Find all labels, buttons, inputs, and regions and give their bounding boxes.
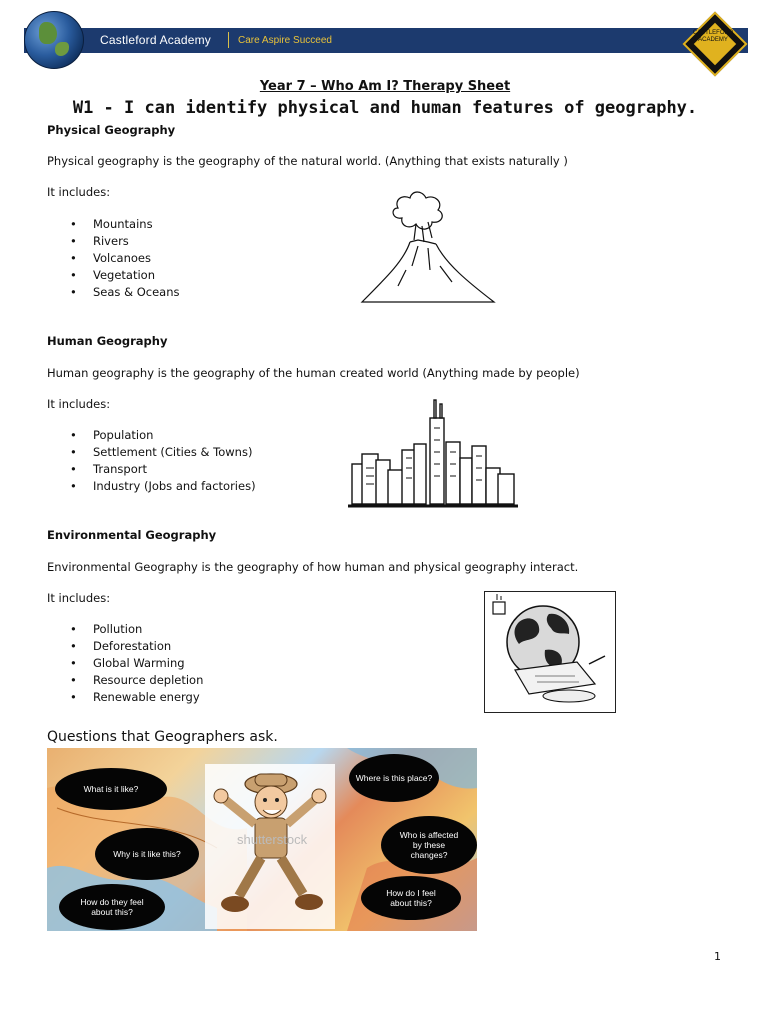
environmental-list — [70, 621, 203, 706]
questions-heading: Questions that Geographers ask. — [47, 729, 278, 745]
question-bubble: What is it like? — [55, 768, 167, 810]
crest-logo-icon — [683, 12, 743, 72]
sick-earth-cartoon — [484, 591, 616, 713]
question-bubble: Why is it like this? — [95, 828, 199, 880]
sheet-title: Year 7 – Who Am I? Therapy Sheet — [259, 79, 511, 94]
school-name: Castleford Academy — [100, 33, 211, 47]
question-bubble: How do I feel about this? — [361, 876, 461, 920]
learning-objective: W1 - I can identify physical and human features of geography. — [72, 98, 698, 118]
list-item: • Vegetation — [70, 267, 179, 284]
list-item: • Settlement (Cities & Towns) — [70, 444, 256, 461]
globe-logo-icon — [24, 11, 84, 69]
list-item: • Population — [70, 427, 256, 444]
human-description: Human geography is the geography of the human created world (Anything made by people) — [47, 366, 580, 380]
list-item: • Deforestation — [70, 638, 203, 655]
human-heading: Human Geography — [47, 334, 168, 348]
header-divider — [228, 32, 229, 48]
geographer-questions-image — [47, 748, 477, 931]
list-item: • Resource depletion — [70, 672, 203, 689]
physical-includes-label: It includes: — [47, 185, 111, 199]
list-item: • Renewable energy — [70, 689, 203, 706]
list-item: • Rivers — [70, 233, 179, 250]
question-bubble: Where is this place? — [349, 754, 439, 802]
list-item: • Transport — [70, 461, 256, 478]
environmental-heading: Environmental Geography — [47, 528, 217, 542]
sick-earth-icon — [485, 592, 615, 712]
page-number: 1 — [714, 950, 721, 963]
list-item: • Pollution — [70, 621, 203, 638]
human-list — [70, 427, 256, 495]
physical-heading: Physical Geography — [47, 123, 176, 137]
environmental-description: Environmental Geography is the geography of how human and physical geography interact. — [47, 560, 579, 574]
question-bubble: How do they feel about this? — [59, 884, 165, 930]
list-item: • Volcanoes — [70, 250, 179, 267]
question-bubble: Who is affected by these changes? — [381, 816, 477, 874]
list-item: • Seas & Oceans — [70, 284, 179, 301]
city-skyline-icon — [348, 398, 518, 510]
environmental-includes-label: It includes: — [47, 591, 111, 605]
volcano-icon — [358, 190, 498, 312]
crest-text: CASTLEFORD ACADEMY — [692, 30, 734, 43]
human-includes-label: It includes: — [47, 397, 111, 411]
list-item: • Mountains — [70, 216, 179, 233]
physical-description: Physical geography is the geography of the natural world. (Anything that exists naturally ) — [47, 154, 568, 168]
physical-list — [70, 216, 179, 301]
school-motto: Care Aspire Succeed — [238, 35, 332, 46]
list-item: • Industry (Jobs and factories) — [70, 478, 256, 495]
list-item: • Global Warming — [70, 655, 203, 672]
watermark: shutterstock — [237, 832, 308, 847]
